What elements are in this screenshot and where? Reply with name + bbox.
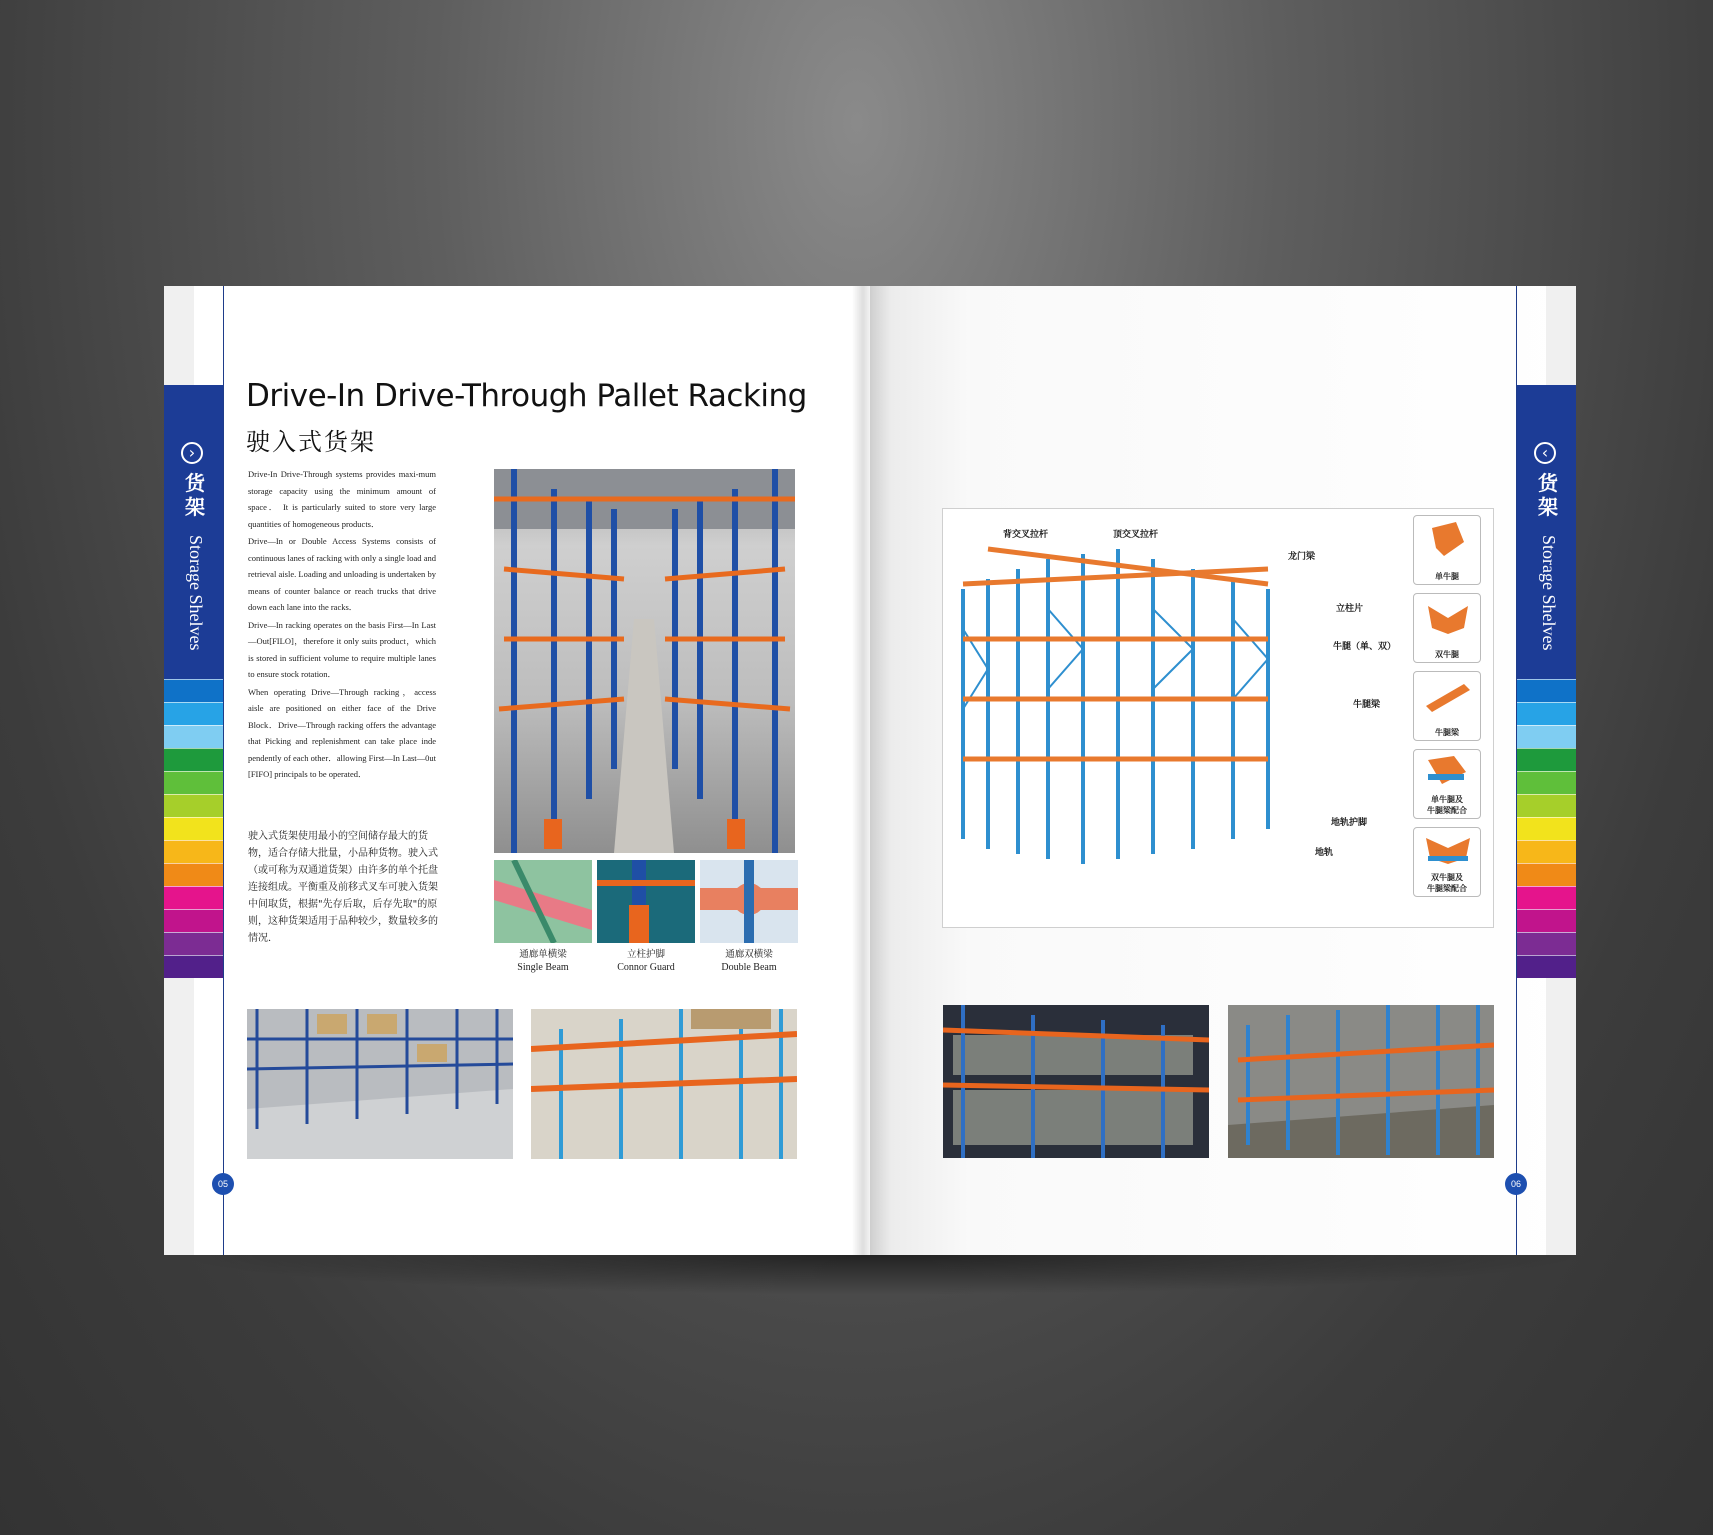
- chevron-left-icon: ‹: [1534, 442, 1556, 464]
- paragraph: Drive—In racking operates on the basis First—In Last—Out[FILO]，therefore it only suits product，which is stored in sufficient volume to require multiple lanes to ensure stock rotation．: [248, 619, 436, 679]
- label-corbel: 牛腿（单、双）: [1333, 642, 1397, 652]
- right-page: [870, 286, 1576, 1255]
- paragraph: Drive-In Drive-Through systems provides maxi-mum storage capacity using the minimum amount of space． It is particularly suited to store very large quantities of homogeneous products．: [248, 469, 436, 529]
- part-single-corbel-with-beam: 单牛腿及 牛腿梁配合: [1413, 749, 1481, 819]
- tab-title-en: Storage Shelves: [186, 535, 206, 651]
- label-top-brace: 顶交叉拉杆: [1113, 530, 1159, 540]
- color-band: [164, 817, 223, 840]
- color-band: [1517, 909, 1576, 932]
- label-corbel-beam: 牛腿梁: [1353, 700, 1381, 710]
- part-double-corbel-with-beam: 双牛腿及 牛腿梁配合: [1413, 827, 1481, 897]
- color-band: [164, 955, 223, 978]
- color-band: [164, 725, 223, 748]
- page-number: 05: [212, 1173, 234, 1195]
- color-band: [1517, 817, 1576, 840]
- corner-guard-photo: [597, 860, 695, 943]
- color-band: [164, 679, 223, 702]
- left-page: [164, 286, 870, 1255]
- warehouse-photo-3: [943, 1005, 1209, 1158]
- paragraph: Drive—In or Double Access Systems consists of continuous lanes of racking with only a single load and retrieval aisle. Loading and unloading is undertaken by means of counter balance or reach trucks that drive down each lane into the racks．: [248, 536, 436, 612]
- color-band: [164, 748, 223, 771]
- color-band: [1517, 748, 1576, 771]
- color-band: [164, 840, 223, 863]
- color-band: [164, 794, 223, 817]
- page-title-cn: 驶入式货架: [246, 428, 376, 456]
- label-upright-frame: 立柱片: [1336, 604, 1364, 614]
- color-band: [1517, 679, 1576, 702]
- color-band: [164, 702, 223, 725]
- part-double-corbel: 双牛腿: [1413, 593, 1481, 663]
- color-band: [1517, 955, 1576, 978]
- single-beam-photo: [494, 860, 592, 943]
- body-text-en: [248, 466, 436, 784]
- left-margin-line: [223, 286, 224, 1255]
- color-band: [1517, 771, 1576, 794]
- section-tab-right: [1517, 385, 1576, 978]
- part-single-corbel: 单牛腿: [1413, 515, 1481, 585]
- double-beam-photo: [700, 860, 798, 943]
- color-bands: [164, 679, 223, 978]
- paragraph: When operating Drive—Through racking，access aisle are positioned on either face of the Drive Block．Drive—Through racking offers the advantage that Picking and replenishment can take place inde pendently of each other．allowing First—In Last—0ut [FIFO] principals to be operated．: [248, 686, 436, 779]
- color-band: [164, 771, 223, 794]
- label-gantry-beam: 龙门梁: [1288, 552, 1316, 562]
- body-text-cn: 驶入式货架使用最小的空间储存最大的货物，适合存储大批量，小品种货物。驶入式（或可称为双通道货架）由许多的单个托盘连接组成。平衡重及前移式叉车可驶入货架中间取货，根据"先存后取，后存先取"的原则，这种货架适用于品种较少，数量较多的情况．: [248, 831, 438, 944]
- tab-title-cn: 货架: [185, 471, 205, 519]
- main-rack-photo: [494, 469, 795, 853]
- color-band: [1517, 794, 1576, 817]
- part-corbel-beam: 牛腿梁: [1413, 671, 1481, 741]
- warehouse-photo-1: [247, 1009, 513, 1159]
- label-rail-guard: 地轨护脚: [1331, 818, 1368, 828]
- page-number: 06: [1505, 1173, 1527, 1195]
- warehouse-photo-2: [531, 1009, 797, 1159]
- single-beam-caption: 通廊单横梁 Single Beam: [517, 949, 569, 973]
- rack-structure-diagram: [942, 508, 1494, 928]
- color-band: [1517, 702, 1576, 725]
- color-band: [1517, 725, 1576, 748]
- double-beam-caption: 通廊双横梁 Double Beam: [721, 949, 777, 973]
- label-floor-rail: 地轨: [1315, 848, 1334, 858]
- tab-header: [1517, 385, 1576, 679]
- warehouse-photo-4: [1228, 1005, 1494, 1158]
- corner-guard-caption: 立柱护脚 Connor Guard: [617, 949, 675, 973]
- tab-title-cn: 货架: [1538, 471, 1558, 519]
- color-band: [164, 886, 223, 909]
- chevron-right-icon: ›: [181, 442, 203, 464]
- color-band: [1517, 840, 1576, 863]
- tab-header: [164, 385, 223, 679]
- color-band: [164, 863, 223, 886]
- book-shadow: [170, 1255, 1590, 1295]
- color-bands: [1517, 679, 1576, 978]
- book-spine: [852, 286, 874, 1255]
- label-back-brace: 背交叉拉杆: [1003, 530, 1049, 540]
- tab-title-en: Storage Shelves: [1539, 535, 1559, 651]
- color-band: [164, 932, 223, 955]
- section-tab-left: [164, 385, 223, 978]
- color-band: [1517, 863, 1576, 886]
- color-band: [1517, 886, 1576, 909]
- color-band: [164, 909, 223, 932]
- color-band: [1517, 932, 1576, 955]
- page-title: Drive-In Drive-Through Pallet Racking: [246, 378, 807, 414]
